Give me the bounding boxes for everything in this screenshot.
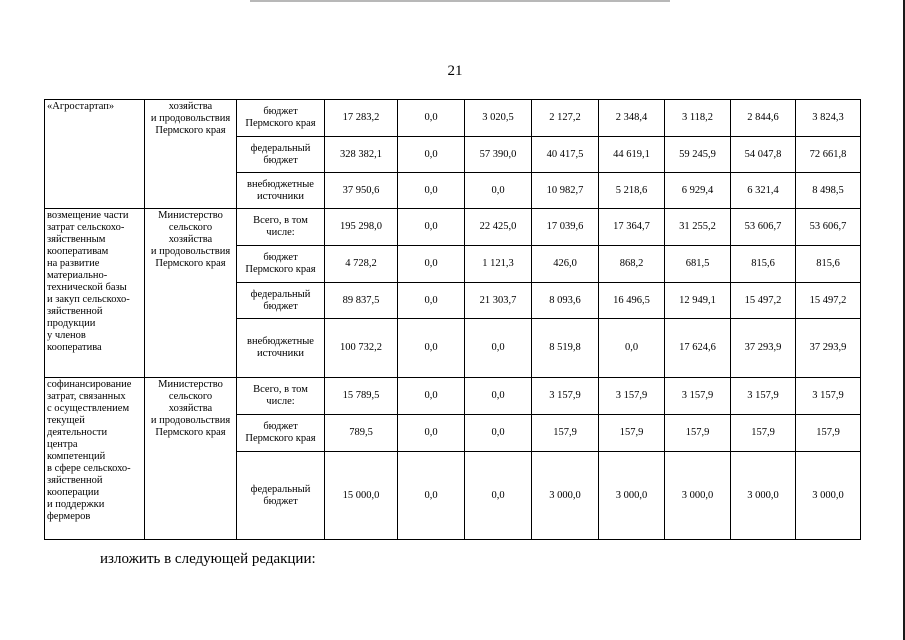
total-amount-cell: 100 732,2 [325, 319, 398, 378]
year-amount-cell: 15 497,2 [796, 283, 861, 319]
year-amount-cell: 0,0 [465, 415, 532, 452]
year-amount-cell: 3 157,9 [532, 378, 599, 415]
funding-source-cell: бюджет Пермского края [237, 415, 325, 452]
measure-name-cell: «Агростартап» [45, 100, 145, 209]
year-amount-cell: 0,0 [398, 283, 465, 319]
total-amount-cell: 15 000,0 [325, 452, 398, 540]
year-amount-cell: 72 661,8 [796, 137, 861, 173]
year-amount-cell: 3 000,0 [665, 452, 731, 540]
total-amount-cell: 17 283,2 [325, 100, 398, 137]
instruction-text: изложить в следующей редакции: [100, 551, 316, 567]
year-amount-cell: 2 844,6 [731, 100, 796, 137]
year-amount-cell: 40 417,5 [532, 137, 599, 173]
year-amount-cell: 157,9 [796, 415, 861, 452]
year-amount-cell: 157,9 [532, 415, 599, 452]
year-amount-cell: 6 929,4 [665, 173, 731, 209]
year-amount-cell: 37 293,9 [796, 319, 861, 378]
year-amount-cell: 53 606,7 [731, 209, 796, 246]
year-amount-cell: 157,9 [731, 415, 796, 452]
year-amount-cell: 21 303,7 [465, 283, 532, 319]
year-amount-cell: 3 824,3 [796, 100, 861, 137]
year-amount-cell: 3 000,0 [796, 452, 861, 540]
year-amount-cell: 3 000,0 [599, 452, 665, 540]
year-amount-cell: 6 321,4 [731, 173, 796, 209]
total-amount-cell: 37 950,6 [325, 173, 398, 209]
table-row [45, 100, 861, 137]
total-amount-cell: 789,5 [325, 415, 398, 452]
funding-source-cell: федеральный бюджет [237, 283, 325, 319]
year-amount-cell: 0,0 [465, 173, 532, 209]
year-amount-cell: 3 157,9 [665, 378, 731, 415]
year-amount-cell: 17 624,6 [665, 319, 731, 378]
year-amount-cell: 3 157,9 [796, 378, 861, 415]
year-amount-cell: 15 497,2 [731, 283, 796, 319]
year-amount-cell: 0,0 [398, 452, 465, 540]
measure-name-cell: софинансирование затрат, связанных с осуществлением текущей деятельности центра компетенций в сфере сельскохо- зяйственной кооперации и поддержки фермеров [45, 378, 145, 540]
year-amount-cell: 681,5 [665, 246, 731, 283]
year-amount-cell: 5 218,6 [599, 173, 665, 209]
year-amount-cell: 426,0 [532, 246, 599, 283]
table-row [45, 209, 861, 246]
year-amount-cell: 3 118,2 [665, 100, 731, 137]
year-amount-cell: 3 020,5 [465, 100, 532, 137]
year-amount-cell: 53 606,7 [796, 209, 861, 246]
funding-source-cell: бюджет Пермского края [237, 100, 325, 137]
year-amount-cell: 8 498,5 [796, 173, 861, 209]
year-amount-cell: 3 000,0 [731, 452, 796, 540]
total-amount-cell: 89 837,5 [325, 283, 398, 319]
year-amount-cell: 16 496,5 [599, 283, 665, 319]
year-amount-cell: 157,9 [665, 415, 731, 452]
scan-top-edge [250, 0, 670, 2]
year-amount-cell: 1 121,3 [465, 246, 532, 283]
executor-cell: Министерство сельского хозяйства и продовольствия Пермского края [145, 378, 237, 540]
year-amount-cell: 44 619,1 [599, 137, 665, 173]
year-amount-cell: 12 949,1 [665, 283, 731, 319]
year-amount-cell: 0,0 [398, 378, 465, 415]
year-amount-cell: 54 047,8 [731, 137, 796, 173]
year-amount-cell: 815,6 [731, 246, 796, 283]
year-amount-cell: 2 348,4 [599, 100, 665, 137]
year-amount-cell: 157,9 [599, 415, 665, 452]
table-row [45, 378, 861, 415]
total-amount-cell: 15 789,5 [325, 378, 398, 415]
year-amount-cell: 37 293,9 [731, 319, 796, 378]
funding-source-cell: внебюджетные источники [237, 173, 325, 209]
funding-source-cell: бюджет Пермского края [237, 246, 325, 283]
budget-table-body [45, 100, 861, 540]
year-amount-cell: 57 390,0 [465, 137, 532, 173]
year-amount-cell: 22 425,0 [465, 209, 532, 246]
year-amount-cell: 3 157,9 [731, 378, 796, 415]
year-amount-cell: 8 519,8 [532, 319, 599, 378]
year-amount-cell: 59 245,9 [665, 137, 731, 173]
funding-source-cell: федеральный бюджет [237, 137, 325, 173]
page-number: 21 [447, 63, 463, 79]
executor-cell: Министерство сельского хозяйства и продовольствия Пермского края [145, 209, 237, 378]
year-amount-cell: 0,0 [398, 319, 465, 378]
year-amount-cell: 3 157,9 [599, 378, 665, 415]
year-amount-cell: 31 255,2 [665, 209, 731, 246]
total-amount-cell: 4 728,2 [325, 246, 398, 283]
year-amount-cell: 868,2 [599, 246, 665, 283]
year-amount-cell: 0,0 [398, 415, 465, 452]
year-amount-cell: 0,0 [465, 378, 532, 415]
funding-source-cell: внебюджетные источники [237, 319, 325, 378]
year-amount-cell: 0,0 [398, 246, 465, 283]
executor-cell: хозяйства и продовольствия Пермского края [145, 100, 237, 209]
year-amount-cell: 3 000,0 [532, 452, 599, 540]
year-amount-cell: 17 364,7 [599, 209, 665, 246]
budget-table [44, 99, 861, 540]
year-amount-cell: 0,0 [398, 209, 465, 246]
funding-source-cell: Всего, в том числе: [237, 378, 325, 415]
year-amount-cell: 17 039,6 [532, 209, 599, 246]
year-amount-cell: 0,0 [599, 319, 665, 378]
year-amount-cell: 0,0 [398, 173, 465, 209]
measure-name-cell: возмещение части затрат сельскохо- зяйственным кооперативам на развитие материально- технической базы и закуп сельскохо- зяйственной продукции у членов кооператива [45, 209, 145, 378]
year-amount-cell: 2 127,2 [532, 100, 599, 137]
funding-source-cell: федеральный бюджет [237, 452, 325, 540]
year-amount-cell: 0,0 [465, 452, 532, 540]
year-amount-cell: 10 982,7 [532, 173, 599, 209]
year-amount-cell: 0,0 [398, 100, 465, 137]
funding-source-cell: Всего, в том числе: [237, 209, 325, 246]
year-amount-cell: 0,0 [398, 137, 465, 173]
year-amount-cell: 0,0 [465, 319, 532, 378]
year-amount-cell: 8 093,6 [532, 283, 599, 319]
total-amount-cell: 328 382,1 [325, 137, 398, 173]
year-amount-cell: 815,6 [796, 246, 861, 283]
total-amount-cell: 195 298,0 [325, 209, 398, 246]
